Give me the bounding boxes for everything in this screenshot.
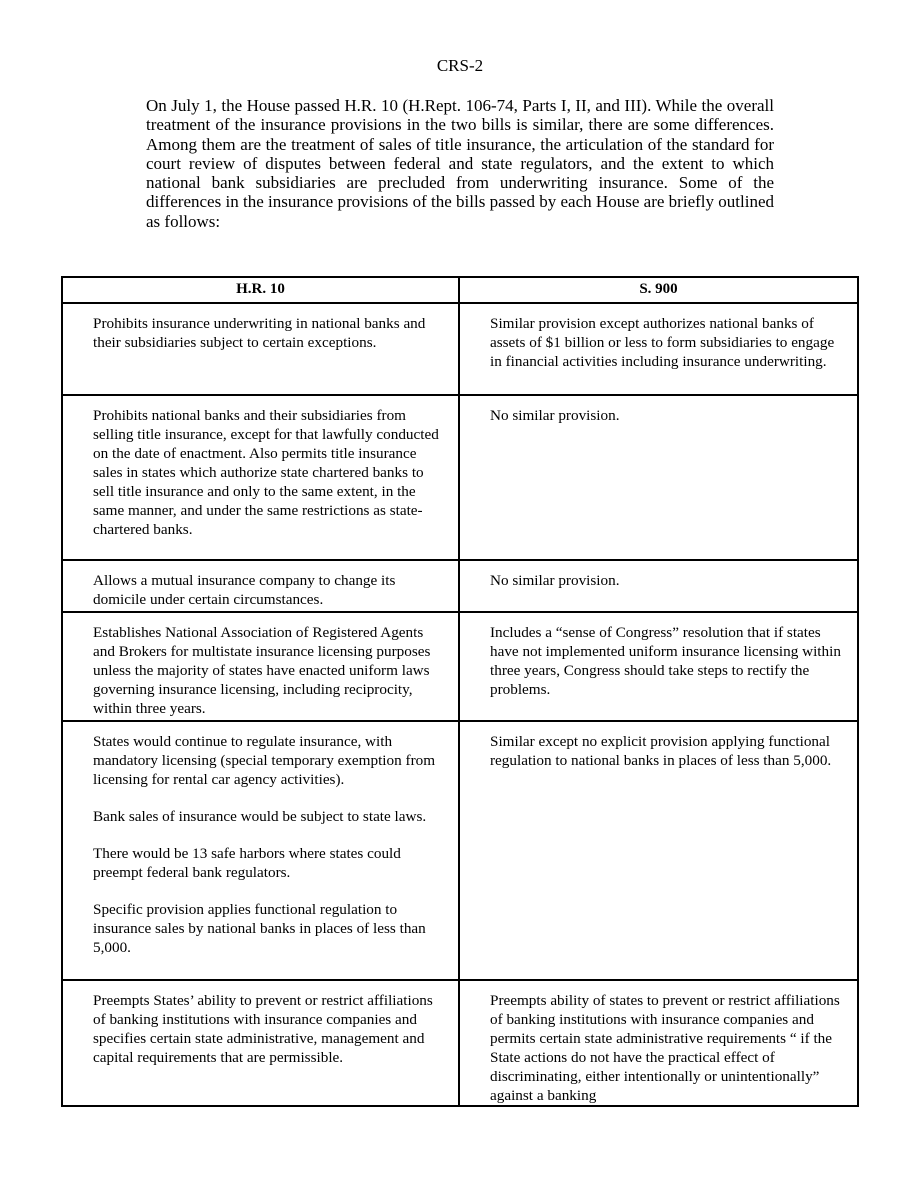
cell-text: There would be 13 safe harbors where states could preempt federal bank regulators.	[93, 845, 401, 881]
s900-cell	[459, 980, 858, 1106]
table-row	[62, 612, 858, 721]
hr10-cell	[62, 980, 459, 1106]
table-row	[62, 303, 858, 395]
cell-text: Preempts States’ ability to prevent or restrict affiliations of banking institutions with insurance companies and specifies certain state administrative, management and capital requirements that are permissible.	[93, 992, 433, 1066]
intro-paragraph: On July 1, the House passed H.R. 10 (H.Rept. 106-74, Parts I, II, and III). While the overall treatment of the insurance provisions in the two bills is similar, there are some differences. Among them are the treatment of sales of title insurance, the articulation of the standard for court review of disputes between federal and state regulators, and the extent to which national bank subsidiaries are precluded from underwriting insurance. Some of the differences in the insurance provisions of the bills passed by each House are briefly outlined as follows:	[146, 96, 774, 231]
hr10-cell	[62, 303, 459, 395]
s900-cell	[459, 560, 858, 612]
table-row	[62, 721, 858, 980]
table-header-row	[62, 277, 858, 303]
s900-cell	[459, 721, 858, 980]
hr10-cell	[62, 612, 459, 721]
table-row	[62, 980, 858, 1106]
column-header-s900: S. 900	[459, 277, 858, 303]
hr10-cell	[62, 721, 459, 980]
s900-cell	[459, 303, 858, 395]
hr10-cell	[62, 560, 459, 612]
table-row	[62, 395, 858, 560]
cell-text: Bank sales of insurance would be subject to state laws.	[93, 808, 427, 825]
cell-text: No similar provision.	[490, 572, 620, 589]
cell-text: Specific provision applies functional regulation to insurance sales by national banks in places of less than 5,000.	[93, 901, 426, 956]
cell-text: No similar provision.	[490, 407, 620, 424]
hr10-cell	[62, 395, 459, 560]
cell-text: Prohibits national banks and their subsidiaries from selling title insurance, except for that lawfully conducted on the date of enactment. Also permits title insurance sales in states which authorize state chartered banks to sell title insurance and only to the same extent, in the same manner, and under the same restrictions as state-chartered banks.	[93, 407, 439, 538]
s900-cell	[459, 395, 858, 560]
cell-text: Includes a “sense of Congress” resolution that if states have not implemented uniform insurance licensing within three years, Congress should take steps to rectify the problems.	[490, 624, 841, 698]
comparison-table	[61, 276, 859, 1107]
cell-text: Prohibits insurance underwriting in national banks and their subsidiaries subject to certain exceptions.	[93, 315, 426, 351]
cell-text: Allows a mutual insurance company to change its domicile under certain circumstances.	[93, 572, 396, 608]
cell-text: Similar provision except authorizes national banks of assets of $1 billion or less to form subsidiaries to engage in financial activities including insurance underwriting.	[490, 315, 835, 370]
page-header: CRS-2	[436, 56, 484, 75]
cell-text: Similar except no explicit provision applying functional regulation to national banks in places of less than 5,000.	[490, 733, 832, 769]
table-row	[62, 560, 858, 612]
column-header-hr10: H.R. 10	[62, 277, 459, 303]
cell-text: Preempts ability of states to prevent or restrict affiliations of banking institutions with insurance companies and permits certain state administrative requirements “ if the State actions do not have the practical effect of discriminating, either intentionally or unintentionally” against a banking	[490, 992, 840, 1104]
cell-text: States would continue to regulate insurance, with mandatory licensing (special temporary exemption from licensing for rental car agency activities).	[93, 733, 436, 788]
s900-cell	[459, 612, 858, 721]
cell-text: Establishes National Association of Registered Agents and Brokers for multistate insurance licensing purposes unless the majority of states have enacted uniform laws governing insurance licensing, including reciprocity, within three years.	[93, 624, 431, 717]
